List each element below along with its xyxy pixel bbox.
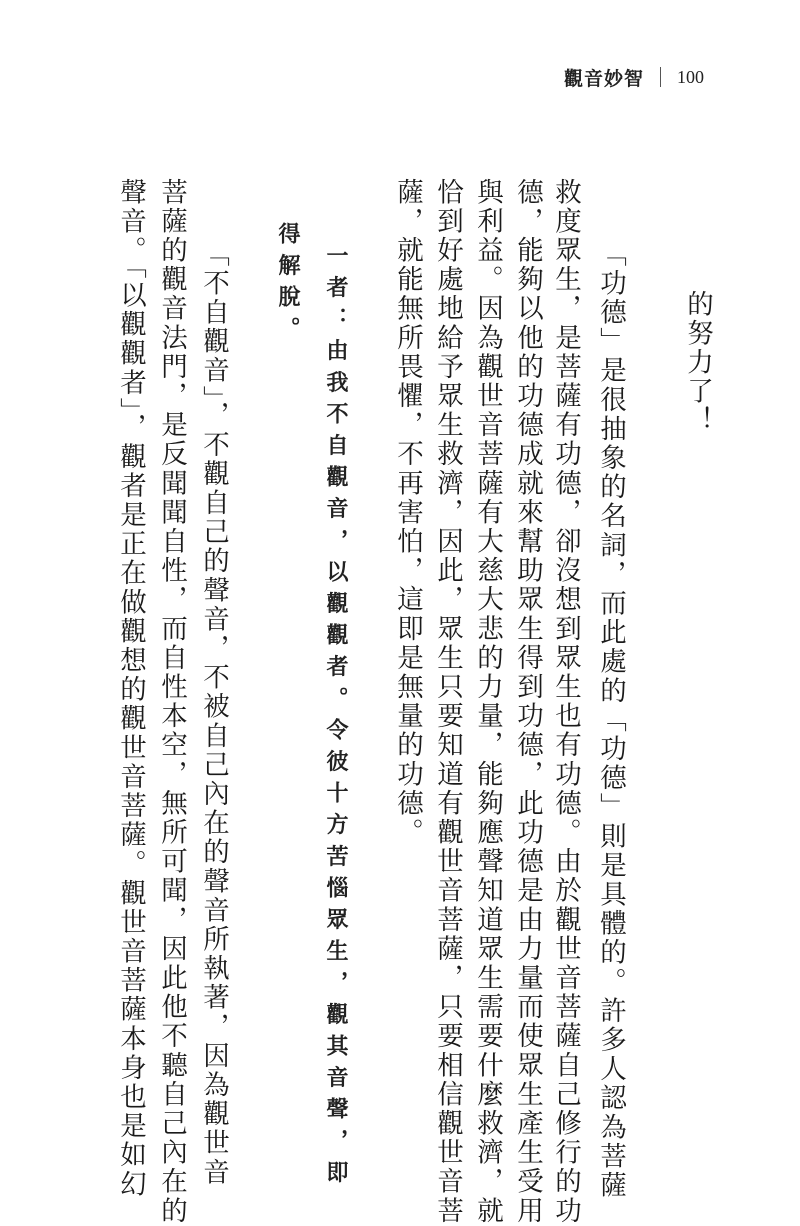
text-column-3: 救度眾生，是菩薩有功德，卻沒想到眾生也有功德。由於觀世音菩薩自己修行的功: [550, 178, 581, 1226]
text-column-7: 薩，就能無所畏懼，不再害怕，這即是無量的功德。: [392, 178, 423, 848]
text-column-6: 恰到好處地給予眾生救濟，因此，眾生只要知道有觀世音菩薩，只要相信觀世音菩: [432, 178, 463, 1226]
sutra-quote-column-1: 一者：由我不自觀音，以觀觀者。令彼十方苦惱眾生，觀其音聲，即: [323, 244, 349, 1192]
page-number: 100: [677, 66, 704, 87]
book-title: 觀音妙智: [563, 67, 644, 90]
header-divider: [660, 67, 661, 87]
text-column-8: 「不自觀音」，不觀自己的聲音，不被自己內在的聲音所執著，因為觀世音: [198, 240, 229, 1188]
text-column-5: 與利益。因為觀世音菩薩有大慈大悲的力量，能夠應聲知道眾生需要什麼救濟，就: [472, 178, 503, 1226]
running-head: [564, 64, 704, 90]
text-column-9: 菩薩的觀音法門，是反聞聞自性，而自性本空，無所可聞，因此他不聽自己內在的: [156, 178, 187, 1226]
text-column-1: 的努力了！: [682, 290, 713, 436]
text-column-10: 聲音。「以觀觀者」，觀者是正在做觀想的觀世音菩薩。觀世音菩薩本身也是如幻: [115, 178, 146, 1200]
text-column-2: 「功德」是很抽象的名詞，而此處的「功德」則是具體的。許多人認為菩薩: [595, 240, 626, 1201]
sutra-quote-column-2: 得解脫。: [275, 222, 301, 349]
text-column-4: 德，能夠以他的功德成就來幫助眾生得到功德，此功德是由力量而使眾生產生受用: [512, 178, 543, 1226]
